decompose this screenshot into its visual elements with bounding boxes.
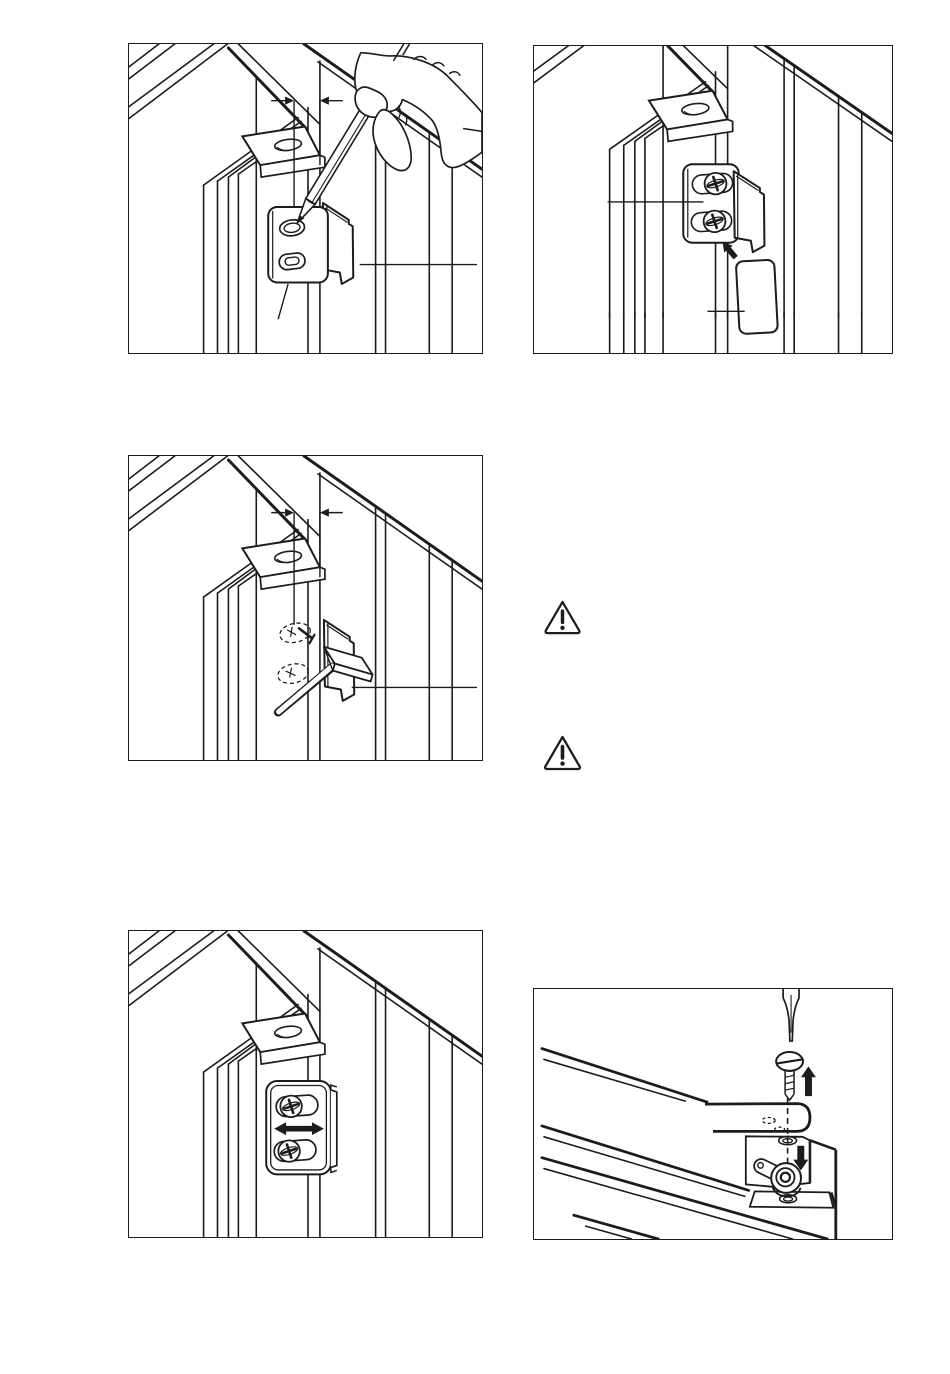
warning-triangle-icon [542,734,583,772]
top-rail [705,1104,810,1132]
figure-lateral-adjustment [128,930,483,1238]
door-corner-drawing [129,456,482,760]
figure-fit-cover-and-seal [533,45,893,354]
figure-nail-at-marks [128,455,483,761]
mounting-bracket [683,164,738,242]
figure-mark-hole-position [128,43,483,354]
seal-strip [736,260,778,334]
angle-bracket [750,1191,836,1208]
hand [355,53,482,171]
arrow-up-icon [801,1066,816,1096]
cover-piece [734,171,765,252]
warning-triangle-icon [542,599,583,636]
screwdriver [783,989,799,1041]
slide-direction-arrow [723,242,738,259]
marked-positions-bursts [276,620,312,686]
figure-top-rail-screw [533,988,893,1240]
screw [776,1052,803,1100]
